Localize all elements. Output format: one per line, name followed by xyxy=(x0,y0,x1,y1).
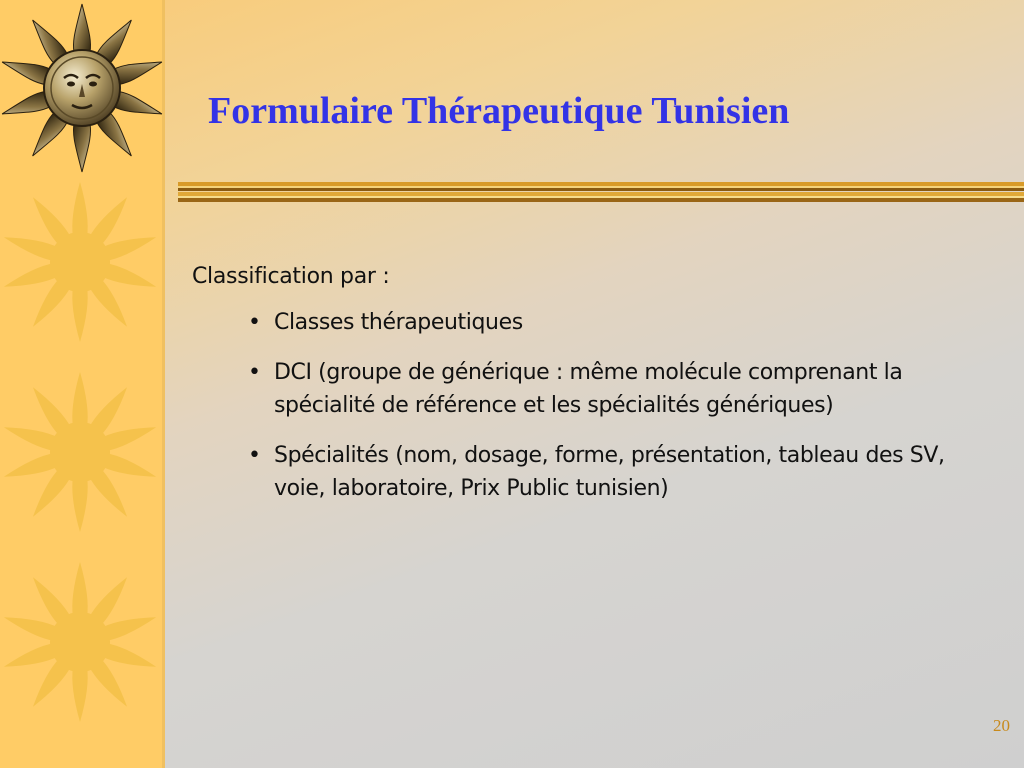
sun-icon xyxy=(2,182,159,342)
list-item-text: Spécialités (nom, dosage, forme, présentation, tableau des SV, voie, laboratoire, Prix Public tunisien) xyxy=(274,443,945,501)
bullet-icon: • xyxy=(248,443,261,468)
bullet-list xyxy=(192,306,1002,505)
page-number: 20 xyxy=(993,716,1010,735)
title-divider xyxy=(178,182,1024,206)
sun-face-icon xyxy=(0,4,164,172)
bullet-icon: • xyxy=(248,360,261,385)
list-item xyxy=(248,356,994,422)
sun-column xyxy=(0,0,164,768)
list-item xyxy=(248,306,994,339)
slide-body xyxy=(192,262,1002,522)
sun-icon xyxy=(2,562,159,722)
list-item-text: DCI (groupe de générique : même molécule comprenant la spécialité de référence et les spécialités génériques) xyxy=(274,360,903,418)
list-item xyxy=(248,439,994,505)
list-item-text: Classes thérapeutiques xyxy=(274,310,523,335)
bullet-icon: • xyxy=(248,310,261,335)
classification-intro: Classification par : xyxy=(192,264,390,289)
sun-icon xyxy=(2,372,159,532)
slide-title: Formulaire Thérapeutique Tunisien xyxy=(208,90,790,132)
